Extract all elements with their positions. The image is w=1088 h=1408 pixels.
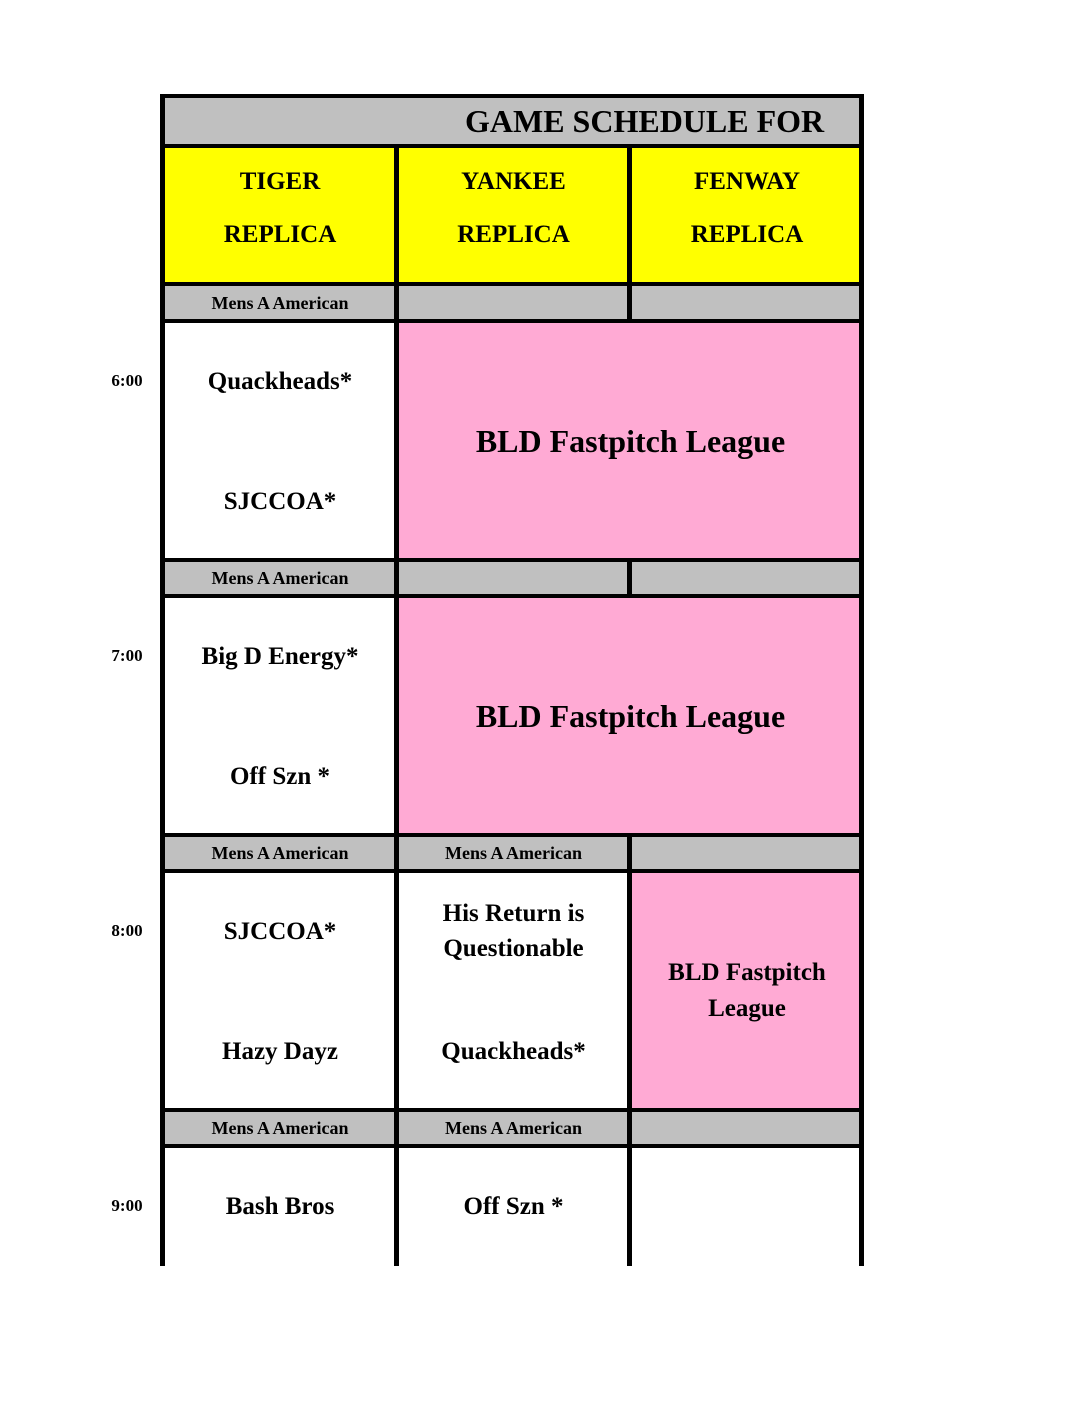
division-label: Mens A American bbox=[211, 293, 349, 313]
league-label: BLD Fastpitch League bbox=[475, 423, 786, 459]
team-home-line2: Questionable bbox=[443, 935, 584, 962]
grid-line-left bbox=[160, 94, 165, 1266]
team-home: Quackheads* bbox=[207, 368, 353, 395]
field-fenway-line2: REPLICA bbox=[690, 221, 804, 248]
page-title: GAME SCHEDULE FOR bbox=[465, 103, 825, 139]
team-away: SJCCOA* bbox=[223, 488, 337, 515]
team-home: Bash Bros bbox=[225, 1193, 335, 1220]
league-label-line1: BLD Fastpitch bbox=[668, 959, 826, 986]
team-home: Off Szn * bbox=[463, 1193, 564, 1220]
grid-line-right bbox=[859, 94, 864, 1266]
division-label: Mens A American bbox=[211, 1118, 349, 1138]
team-away: Quackheads* bbox=[441, 1038, 586, 1065]
field-yankee-line1: YANKEE bbox=[461, 168, 566, 195]
grid-line-title-bottom bbox=[160, 144, 864, 148]
division-label: Mens A American bbox=[445, 1118, 582, 1138]
time-label: 8:00 bbox=[111, 921, 143, 940]
league-label: BLD Fastpitch League bbox=[475, 698, 786, 734]
field-tiger-line2: REPLICA bbox=[223, 221, 337, 248]
team-home: SJCCOA* bbox=[223, 918, 337, 945]
field-tiger-line1: TIGER bbox=[239, 168, 321, 195]
field-fenway-line1: FENWAY bbox=[693, 168, 801, 195]
team-away: Hazy Dayz bbox=[222, 1038, 338, 1065]
grid-line-yankee-fenway-div1 bbox=[627, 286, 632, 322]
field-yankee-line2: REPLICA bbox=[457, 221, 570, 248]
grid-line-yankee-fenway-div2 bbox=[627, 562, 632, 596]
team-away: Off Szn * bbox=[230, 763, 330, 790]
time-label: 6:00 bbox=[111, 371, 143, 390]
division-label: Mens A American bbox=[211, 843, 349, 863]
division-label: Mens A American bbox=[211, 568, 349, 588]
division-label: Mens A American bbox=[445, 843, 582, 863]
team-home-line1: His Return is bbox=[442, 900, 585, 927]
league-label-line2: League bbox=[708, 995, 786, 1022]
time-label: 9:00 bbox=[111, 1196, 143, 1215]
team-home: Big D Energy* bbox=[201, 643, 359, 670]
time-label: 7:00 bbox=[111, 646, 143, 665]
